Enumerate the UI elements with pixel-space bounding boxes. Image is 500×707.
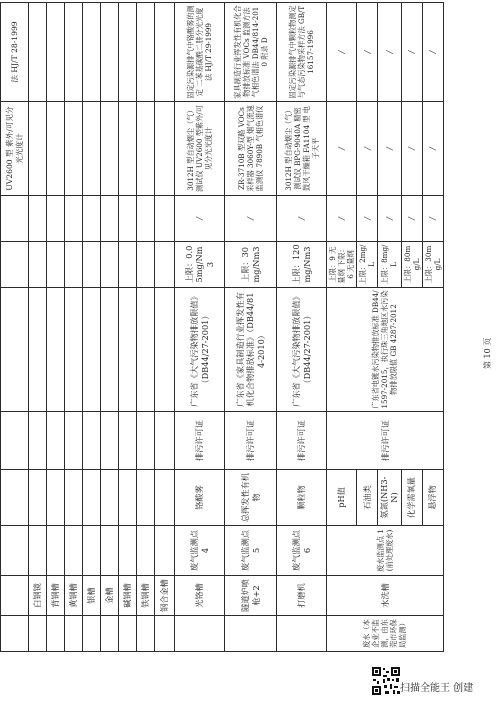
water-c10: / — [401, 3, 422, 102]
cell-c4 — [29, 470, 47, 526]
cell-c2: 金槽 — [101, 576, 119, 616]
cell-c2: 钢合金槽 — [155, 576, 175, 616]
cell-c5 — [83, 412, 101, 470]
cell-c7 — [29, 242, 47, 288]
cell-c6 — [65, 288, 83, 412]
method-cell: 法 HJ/T 28-1999 — [1, 3, 29, 102]
cell-c8 — [101, 196, 119, 242]
cell-c3 — [119, 526, 137, 576]
water-param: 石油类 — [357, 470, 378, 526]
cell-c6 — [119, 288, 137, 412]
cell-c9 — [83, 102, 101, 196]
water-param: 悬浮物 — [422, 470, 443, 526]
table-row — [175, 3, 225, 652]
cell-c5 — [65, 412, 83, 470]
cell-c8 — [83, 196, 101, 242]
cell-c6 — [155, 288, 175, 412]
table-row — [225, 3, 277, 652]
cell-c2: 银槽 — [83, 576, 101, 616]
water-c9: / — [422, 102, 443, 196]
cell-c5 — [47, 412, 65, 470]
cell-c9 — [47, 102, 65, 196]
cell-c3 — [155, 526, 175, 576]
cell-c6 — [83, 288, 101, 412]
cell-c8 — [65, 196, 83, 242]
cell-c6 — [47, 288, 65, 412]
water-limit: 上限：2mg/L — [357, 242, 378, 288]
water-c9: / — [378, 102, 402, 196]
water-param: 化学需氧量 — [401, 470, 422, 526]
table-row — [101, 3, 119, 652]
cell-c4 — [155, 470, 175, 526]
water-c2: 水洗槽 — [327, 576, 444, 616]
cell-c7 — [155, 242, 175, 288]
cell-c1 — [47, 616, 65, 652]
cell-c7 — [65, 242, 83, 288]
table-row — [47, 3, 65, 652]
cell-c7: 上限：120mg/Nm3 — [277, 242, 327, 288]
top-continuation-row — [1, 3, 29, 652]
water-c1: 废水（本企业不监测，由东莞市环保局监测） — [327, 616, 444, 652]
cell-c8 — [29, 196, 47, 242]
cell-c7 — [47, 242, 65, 288]
cell-c1 — [119, 616, 137, 652]
water-param: pH值 — [327, 470, 357, 526]
water-c10: / — [378, 3, 402, 102]
cell-c2: 铁钢槽 — [137, 576, 155, 616]
cell-c1 — [155, 616, 175, 652]
water-c10: / — [357, 3, 378, 102]
monitoring-table — [0, 2, 444, 652]
cell-c4 — [137, 470, 155, 526]
cell-c1 — [29, 616, 47, 652]
cell-c5: 排污许可证 — [277, 412, 327, 470]
cell-c6 — [137, 288, 155, 412]
cell-c1 — [277, 616, 327, 652]
cell-c10 — [137, 3, 155, 102]
water-c9: / — [401, 102, 422, 196]
cell-c7 — [83, 242, 101, 288]
cell-c2: 隧道炉喷枪+2 — [225, 576, 277, 616]
cell-c2: 白钢镜 — [29, 576, 47, 616]
water-limit: 上限：80mg/L — [401, 242, 422, 288]
water-row — [327, 3, 357, 652]
cell-c4: 总挥发性有机物 — [225, 470, 277, 526]
table-row — [155, 3, 175, 652]
cell-c6 — [101, 288, 119, 412]
cell-c5 — [137, 412, 155, 470]
water-c3: 废水监测点 1(前处理废水) — [327, 526, 444, 576]
cell-c3 — [83, 526, 101, 576]
cell-c5 — [29, 412, 47, 470]
cell-c7 — [137, 242, 155, 288]
table-row — [137, 3, 155, 652]
table-row — [65, 3, 83, 652]
scanner-watermark: 扫描全能王 创建 — [400, 683, 474, 694]
cell-c9: 3012H 型自动烟尘（气）测试仪 BPG-9040A 精密鼓风干燥箱 FA1104 型 电子天平 — [277, 102, 327, 196]
cell-c9 — [119, 102, 137, 196]
cell-c2: 碱钢槽 — [119, 576, 137, 616]
cell-c5 — [119, 412, 137, 470]
cell-c7 — [101, 242, 119, 288]
cell-c7: 上限：0.05mg/Nm3 — [175, 242, 225, 288]
cell-c10 — [47, 3, 65, 102]
cell-c6: 广东省《大气污染物排放限值》（DB44/27-2001） — [277, 288, 327, 412]
cell-c8: / — [225, 196, 277, 242]
cell-c4 — [119, 470, 137, 526]
cell-c10: 固定污染源排气中铬酸雾的测定 二苯基碳酰二肼分光光度法 HJ/T 29-1999 — [175, 3, 225, 102]
cell-c4 — [65, 470, 83, 526]
cell-c8 — [155, 196, 175, 242]
cell-c3 — [29, 526, 47, 576]
cell-c3 — [101, 526, 119, 576]
cell-c4 — [101, 470, 119, 526]
table-row — [119, 3, 137, 652]
cell-c6: 广东省《大气污染物排放限值》（DB44/27-2001） — [175, 288, 225, 412]
cell-c1 — [65, 616, 83, 652]
water-limit: 上限：8mg/L — [378, 242, 402, 288]
water-c8: / — [378, 196, 402, 242]
cell-c10: 固定污染源排气中颗粒物测定与气态污染物采样方法 GB/T 16157-1996 — [277, 3, 327, 102]
cell-c1 — [225, 616, 277, 652]
water-c8: / — [401, 196, 422, 242]
cell-c8: / — [277, 196, 327, 242]
cell-c10 — [29, 3, 47, 102]
water-c8: / — [357, 196, 378, 242]
cell — [1, 412, 29, 470]
cell-c6 — [29, 288, 47, 412]
water-c9: / — [357, 102, 378, 196]
cell — [1, 288, 29, 412]
cell — [1, 526, 29, 576]
cell-c3 — [65, 526, 83, 576]
table-row — [83, 3, 101, 652]
water-param: 氨氮(NH3-N) — [378, 470, 402, 526]
cell-c10 — [119, 3, 137, 102]
cell-c7 — [119, 242, 137, 288]
cell-c3: 废气监测点 5 — [225, 526, 277, 576]
cell-c10 — [83, 3, 101, 102]
cell-c2: 黄钢槽 — [65, 576, 83, 616]
cell-c10 — [101, 3, 119, 102]
cell-c8 — [47, 196, 65, 242]
water-c10: / — [327, 3, 357, 102]
cell — [1, 470, 29, 526]
cell-c2: 背钢槽 — [47, 576, 65, 616]
cell-c3: 废气监测点 6 — [277, 526, 327, 576]
cell-c4 — [47, 470, 65, 526]
cell-c8: / — [175, 196, 225, 242]
cell — [1, 576, 29, 616]
cell-c10 — [155, 3, 175, 102]
cell-c3 — [137, 526, 155, 576]
cell-c9 — [137, 102, 155, 196]
cell — [1, 242, 29, 288]
water-c9: / — [327, 102, 357, 196]
water-c6: 广东省电镀水污染物排放标准 DB44/1597-2015，执行珠三角地区水污染物排放限值 GB 4287-2012 — [327, 288, 444, 412]
cell-c5 — [101, 412, 119, 470]
cell-c6: 广东省《家具制造行业挥发性有机化合物排放标准》（DB44/814-2010） — [225, 288, 277, 412]
cell-c2: 光铬槽 — [175, 576, 225, 616]
cell — [1, 196, 29, 242]
cell-c5: 排污许可证 — [175, 412, 225, 470]
water-limit: 上限：9 无量纲 下限：6 无量纲 — [327, 242, 357, 288]
water-c5: 排污许可证 — [327, 412, 444, 470]
cell-c4: 铬酸雾 — [175, 470, 225, 526]
cell-c9 — [101, 102, 119, 196]
cell-c9: 3012H 型自动烟尘（气）测试仪 UV2600 型紫外/可见分光光度计 — [175, 102, 225, 196]
qr-code-icon — [371, 666, 401, 696]
cell-c9 — [65, 102, 83, 196]
cell-c4: 颗粒物 — [277, 470, 327, 526]
water-c10: / — [422, 3, 443, 102]
cell-c9 — [29, 102, 47, 196]
cell-c1 — [137, 616, 155, 652]
cell — [1, 616, 29, 652]
water-c8: / — [327, 196, 357, 242]
cell-c8 — [119, 196, 137, 242]
water-limit: 上限：30mg/L — [422, 242, 443, 288]
water-c8: / — [422, 196, 443, 242]
cell-c3 — [47, 526, 65, 576]
cell-c10: 家具制造行业挥发性有机化合物排放标准 VOCs 监测方法 气相色谱法 DB44/814-2010 附录 D — [225, 3, 277, 102]
cell-c9 — [155, 102, 175, 196]
cell-c1 — [83, 616, 101, 652]
cell-c1 — [101, 616, 119, 652]
cell-c7: 上限：30mg/Nm3 — [225, 242, 277, 288]
table-row — [29, 3, 47, 652]
cell-c8 — [137, 196, 155, 242]
cell-c1 — [175, 616, 225, 652]
table-row — [277, 3, 327, 652]
page-number: 第 10 页 — [483, 337, 492, 369]
cell-c5: 排污许可证 — [225, 412, 277, 470]
cell-c3: 废气监测点 4 — [175, 526, 225, 576]
cell-c10 — [65, 3, 83, 102]
instrument-cell: UV2600 型 紫外/可见分光光度计 — [1, 102, 29, 196]
cell-c4 — [83, 470, 101, 526]
cell-c5 — [155, 412, 175, 470]
cell-c9: ZR-3710B 型双路 VOCs 采样器 3060Y-型 烟气流速监测仪 7890B 气相色谱仪 — [225, 102, 277, 196]
cell-c2: 打磨机 — [277, 576, 327, 616]
